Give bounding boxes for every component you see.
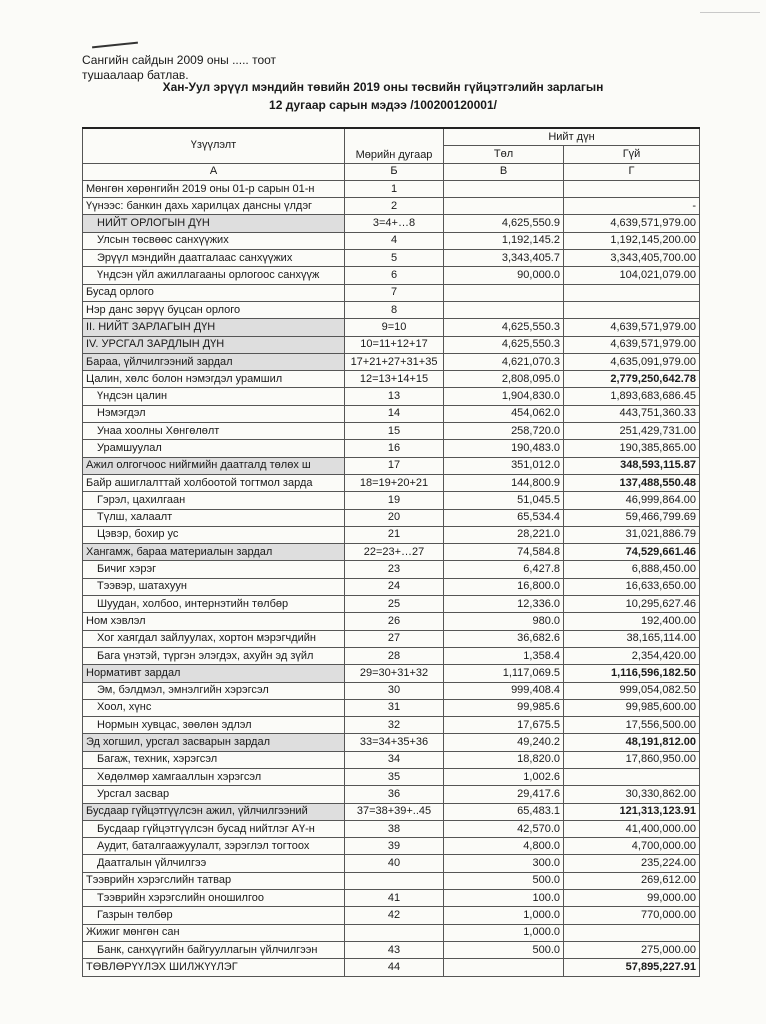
row-code: 41 xyxy=(345,890,444,907)
row-tol-value xyxy=(444,180,564,197)
row-guy-value: 4,639,571,979.00 xyxy=(564,215,700,232)
table-row xyxy=(83,734,700,751)
header-row-1 xyxy=(83,128,700,146)
row-code: 44 xyxy=(345,959,444,976)
row-label: Нормын хувцас, зөөлөн эдлэл xyxy=(83,717,345,734)
row-tol-value: 2,808,095.0 xyxy=(444,371,564,388)
table-row xyxy=(83,474,700,491)
report-subtitle: 12 дугаар сарын мэдээ /100200120001/ xyxy=(269,98,497,112)
row-guy-value: 348,593,115.87 xyxy=(564,457,700,474)
row-code: 22=23+…27 xyxy=(345,544,444,561)
row-code: 23 xyxy=(345,561,444,578)
row-guy-value: 10,295,627.46 xyxy=(564,596,700,613)
row-label: Хоол, хүнс xyxy=(83,699,345,716)
table-row xyxy=(83,526,700,543)
row-tol-value: 12,336.0 xyxy=(444,596,564,613)
row-tol-value: 28,221.0 xyxy=(444,526,564,543)
row-tol-value: 500.0 xyxy=(444,872,564,889)
table-row xyxy=(83,682,700,699)
row-tol-value: 999,408.4 xyxy=(444,682,564,699)
table-row xyxy=(83,250,700,267)
row-tol-value: 99,985.6 xyxy=(444,699,564,716)
table-row xyxy=(83,440,700,457)
col-header-guy: Гүй xyxy=(564,146,700,163)
row-code: 15 xyxy=(345,423,444,440)
table-row xyxy=(83,890,700,907)
row-guy-value: 4,639,571,979.00 xyxy=(564,319,700,336)
row-code xyxy=(345,872,444,889)
table-row xyxy=(83,544,700,561)
table-row xyxy=(83,457,700,474)
row-label: Мөнгөн хөрөнгийн 2019 оны 01-р сарын 01-н xyxy=(83,180,345,197)
row-code: 29=30+31+32 xyxy=(345,665,444,682)
row-tol-value: 18,820.0 xyxy=(444,751,564,768)
row-label: Бараа, үйлчилгээний зардал xyxy=(83,353,345,370)
table-row xyxy=(83,215,700,232)
row-code: 34 xyxy=(345,751,444,768)
table-row xyxy=(83,198,700,215)
row-label: Ном хэвлэл xyxy=(83,613,345,630)
row-tol-value: 4,621,070.3 xyxy=(444,353,564,370)
row-code: 24 xyxy=(345,578,444,595)
row-tol-value: 74,584.8 xyxy=(444,544,564,561)
table-row xyxy=(83,786,700,803)
table-row xyxy=(83,768,700,785)
row-code: 6 xyxy=(345,267,444,284)
row-guy-value: 190,385,865.00 xyxy=(564,440,700,457)
row-tol-value: 351,012.0 xyxy=(444,457,564,474)
letter-a: А xyxy=(83,163,345,180)
row-code: 26 xyxy=(345,613,444,630)
row-tol-value: 4,625,550.9 xyxy=(444,215,564,232)
row-code: 16 xyxy=(345,440,444,457)
row-label: Бусдаар гүйцэтгүүлсэн ажил, үйлчилгээний xyxy=(83,803,345,820)
table-row xyxy=(83,301,700,318)
row-label: Байр ашиглалттай холбоотой тогтмол зарда xyxy=(83,474,345,491)
row-guy-value: 4,639,571,979.00 xyxy=(564,336,700,353)
row-guy-value: 30,330,862.00 xyxy=(564,786,700,803)
signature-mark xyxy=(92,42,138,49)
row-guy-value: 192,400.00 xyxy=(564,613,700,630)
table-row xyxy=(83,647,700,664)
table-row xyxy=(83,561,700,578)
approval-note xyxy=(82,53,276,83)
row-tol-value xyxy=(444,284,564,301)
table-row xyxy=(83,267,700,284)
col-header-tol: Төл xyxy=(444,146,564,163)
row-tol-value: 4,625,550.3 xyxy=(444,319,564,336)
row-label: Эм, бэлдмэл, эмнэлгийн хэрэгсэл xyxy=(83,682,345,699)
table-row xyxy=(83,872,700,889)
row-code: 17+21+27+31+35 xyxy=(345,353,444,370)
col-header-indicator: Үзүүлэлт xyxy=(83,128,345,163)
table-row xyxy=(83,232,700,249)
row-guy-value: 1,893,683,686.45 xyxy=(564,388,700,405)
row-code: 37=38+39+..45 xyxy=(345,803,444,820)
row-label: Хангамж, бараа материалын зардал xyxy=(83,544,345,561)
row-label: ТӨВЛӨРҮҮЛЭХ ШИЛЖҮҮЛЭГ xyxy=(83,959,345,976)
row-code: 33=34+35+36 xyxy=(345,734,444,751)
row-label: IV. УРСГАЛ ЗАРДЛЫН ДҮН xyxy=(83,336,345,353)
table-row xyxy=(83,855,700,872)
table-row xyxy=(83,336,700,353)
table-row xyxy=(83,665,700,682)
row-code: 35 xyxy=(345,768,444,785)
row-tol-value xyxy=(444,301,564,318)
row-code: 19 xyxy=(345,492,444,509)
row-tol-value: 144,800.9 xyxy=(444,474,564,491)
row-label: Газрын төлбөр xyxy=(83,907,345,924)
row-label: Жижиг мөнгөн сан xyxy=(83,924,345,941)
row-code: 14 xyxy=(345,405,444,422)
row-tol-value: 49,240.2 xyxy=(444,734,564,751)
row-label: Үндсэн үйл ажиллагааны орлогоос санхүүж xyxy=(83,267,345,284)
row-guy-value: 770,000.00 xyxy=(564,907,700,924)
row-guy-value: 17,860,950.00 xyxy=(564,751,700,768)
row-tol-value: 1,002.6 xyxy=(444,768,564,785)
table-row xyxy=(83,578,700,595)
row-tol-value: 16,800.0 xyxy=(444,578,564,595)
row-guy-value: 41,400,000.00 xyxy=(564,820,700,837)
row-tol-value: 100.0 xyxy=(444,890,564,907)
row-label: Үндсэн цалин xyxy=(83,388,345,405)
table-row xyxy=(83,180,700,197)
table-row xyxy=(83,751,700,768)
row-guy-value xyxy=(564,924,700,941)
row-tol-value: 1,117,069.5 xyxy=(444,665,564,682)
row-guy-value: 2,779,250,642.78 xyxy=(564,371,700,388)
table-row xyxy=(83,924,700,941)
row-guy-value: 999,054,082.50 xyxy=(564,682,700,699)
table-row xyxy=(83,907,700,924)
row-tol-value: 190,483.0 xyxy=(444,440,564,457)
row-code: 12=13+14+15 xyxy=(345,371,444,388)
approval-line-2: тушаалаар батлав. xyxy=(82,68,189,82)
row-label: Тээврийн хэрэгслийн оношилгоо xyxy=(83,890,345,907)
table-row xyxy=(83,630,700,647)
row-guy-value: 48,191,812.00 xyxy=(564,734,700,751)
row-label: Бичиг хэрэг xyxy=(83,561,345,578)
row-label: Хөдөлмөр хамгааллын хэрэгсэл xyxy=(83,768,345,785)
row-code: 18=19+20+21 xyxy=(345,474,444,491)
table-row xyxy=(83,699,700,716)
row-code: 42 xyxy=(345,907,444,924)
row-code: 43 xyxy=(345,941,444,958)
row-code: 13 xyxy=(345,388,444,405)
row-tol-value: 65,483.1 xyxy=(444,803,564,820)
row-label: Аудит, баталгаажуулалт, зэрэглэл тогтоох xyxy=(83,838,345,855)
row-label: Унаа хоолны Хөнгөлөлт xyxy=(83,423,345,440)
row-label: Нэр данс зөрүү буцсан орлого xyxy=(83,301,345,318)
row-guy-value: 2,354,420.00 xyxy=(564,647,700,664)
row-label: Цалин, хөлс болон нэмэгдэл урамшил xyxy=(83,371,345,388)
row-guy-value: 74,529,661.46 xyxy=(564,544,700,561)
row-label: Эрүүл мэндийн даатгалаас санхүүжих xyxy=(83,250,345,267)
approval-line-1: Сангийн сайдын 2009 оны ..... тоот xyxy=(82,53,277,67)
table-row xyxy=(83,284,700,301)
scan-edge-line xyxy=(700,12,760,13)
row-code: 39 xyxy=(345,838,444,855)
row-tol-value xyxy=(444,198,564,215)
row-guy-value: 4,700,000.00 xyxy=(564,838,700,855)
row-label: Урамшуулал xyxy=(83,440,345,457)
row-guy-value: 3,343,405,700.00 xyxy=(564,250,700,267)
row-code: 17 xyxy=(345,457,444,474)
row-tol-value: 980.0 xyxy=(444,613,564,630)
row-code: 7 xyxy=(345,284,444,301)
row-tol-value: 1,000.0 xyxy=(444,924,564,941)
letter-row xyxy=(83,163,700,180)
row-tol-value: 1,358.4 xyxy=(444,647,564,664)
row-tol-value: 3,343,405.7 xyxy=(444,250,564,267)
table-row xyxy=(83,353,700,370)
row-tol-value: 6,427.8 xyxy=(444,561,564,578)
row-label: Бусад орлого xyxy=(83,284,345,301)
row-tol-value: 65,534.4 xyxy=(444,509,564,526)
row-label: Гэрэл, цахилгаан xyxy=(83,492,345,509)
row-code: 20 xyxy=(345,509,444,526)
row-tol-value xyxy=(444,959,564,976)
table-row xyxy=(83,509,700,526)
row-label: Тээврийн хэрэгслийн татвар xyxy=(83,872,345,889)
row-code: 10=11+12+17 xyxy=(345,336,444,353)
row-code: 8 xyxy=(345,301,444,318)
table-row xyxy=(83,717,700,734)
row-tol-value: 29,417.6 xyxy=(444,786,564,803)
row-guy-value: 4,635,091,979.00 xyxy=(564,353,700,370)
row-guy-value: 16,633,650.00 xyxy=(564,578,700,595)
row-guy-value xyxy=(564,284,700,301)
table-row xyxy=(83,613,700,630)
table-row xyxy=(83,803,700,820)
row-label: Тээвэр, шатахуун xyxy=(83,578,345,595)
table-row xyxy=(83,596,700,613)
row-code: 2 xyxy=(345,198,444,215)
row-code: 9=10 xyxy=(345,319,444,336)
row-guy-value xyxy=(564,180,700,197)
row-guy-value: 46,999,864.00 xyxy=(564,492,700,509)
row-label: Урсгал засвар xyxy=(83,786,345,803)
row-guy-value: 443,751,360.33 xyxy=(564,405,700,422)
row-guy-value: 104,021,079.00 xyxy=(564,267,700,284)
row-label: Хог хаягдал зайлуулах, хортон мэрэгчдийн xyxy=(83,630,345,647)
table-row xyxy=(83,388,700,405)
row-guy-value: 31,021,886.79 xyxy=(564,526,700,543)
row-code: 21 xyxy=(345,526,444,543)
row-tol-value: 42,570.0 xyxy=(444,820,564,837)
row-code: 4 xyxy=(345,232,444,249)
row-guy-value: 6,888,450.00 xyxy=(564,561,700,578)
col-header-row-no: Мөрийн дугаар xyxy=(345,128,444,163)
table-row xyxy=(83,405,700,422)
row-label: Үүнээс: банкин дахь харилцах дансны үлдэг xyxy=(83,198,345,215)
row-code: 3=4+…8 xyxy=(345,215,444,232)
table-row xyxy=(83,838,700,855)
row-tol-value: 51,045.5 xyxy=(444,492,564,509)
row-tol-value: 454,062.0 xyxy=(444,405,564,422)
row-tol-value: 300.0 xyxy=(444,855,564,872)
row-guy-value: 251,429,731.00 xyxy=(564,423,700,440)
row-code: 38 xyxy=(345,820,444,837)
row-code: 40 xyxy=(345,855,444,872)
row-guy-value xyxy=(564,301,700,318)
row-guy-value: 57,895,227.91 xyxy=(564,959,700,976)
row-label: Бусдаар гүйцэтгүүлсэн бусад нийтлэг АҮ-н xyxy=(83,820,345,837)
row-code xyxy=(345,924,444,941)
table-row xyxy=(83,371,700,388)
row-tol-value: 1,904,830.0 xyxy=(444,388,564,405)
row-code: 27 xyxy=(345,630,444,647)
row-code: 1 xyxy=(345,180,444,197)
row-tol-value: 1,192,145.2 xyxy=(444,232,564,249)
row-label: НИЙТ ОРЛОГЫН ДҮН xyxy=(83,215,345,232)
row-code: 32 xyxy=(345,717,444,734)
expense-table xyxy=(82,127,700,977)
row-guy-value: 59,466,799.69 xyxy=(564,509,700,526)
row-label: Түлш, халаалт xyxy=(83,509,345,526)
row-guy-value: 17,556,500.00 xyxy=(564,717,700,734)
row-guy-value: 121,313,123.91 xyxy=(564,803,700,820)
row-tol-value: 500.0 xyxy=(444,941,564,958)
row-label: II. НИЙТ ЗАРЛАГЫН ДҮН xyxy=(83,319,345,336)
row-label: Эд хогшил, урсгал засварын зардал xyxy=(83,734,345,751)
row-label: Банк, санхүүгийн байгууллагын үйлчилгээн xyxy=(83,941,345,958)
row-code: 30 xyxy=(345,682,444,699)
row-tol-value: 36,682.6 xyxy=(444,630,564,647)
row-guy-value: 38,165,114.00 xyxy=(564,630,700,647)
row-tol-value: 258,720.0 xyxy=(444,423,564,440)
row-guy-value: 235,224.00 xyxy=(564,855,700,872)
row-code: 28 xyxy=(345,647,444,664)
letter-v: В xyxy=(444,163,564,180)
row-label: Бага үнэтэй, түргэн элэгдэх, ахуйн эд зүйл xyxy=(83,647,345,664)
row-label: Нормативт зардал xyxy=(83,665,345,682)
row-label: Шуудан, холбоо, интернэтийн төлбөр xyxy=(83,596,345,613)
table-row xyxy=(83,492,700,509)
row-guy-value: 99,000.00 xyxy=(564,890,700,907)
row-label: Даатгалын үйлчилгээ xyxy=(83,855,345,872)
row-tol-value: 90,000.0 xyxy=(444,267,564,284)
letter-g: Г xyxy=(564,163,700,180)
row-code: 36 xyxy=(345,786,444,803)
row-code: 31 xyxy=(345,699,444,716)
table-row xyxy=(83,959,700,976)
row-tol-value: 1,000.0 xyxy=(444,907,564,924)
row-tol-value: 17,675.5 xyxy=(444,717,564,734)
row-tol-value: 4,625,550.3 xyxy=(444,336,564,353)
row-guy-value xyxy=(564,768,700,785)
table-row xyxy=(83,820,700,837)
row-label: Ажил олгогчоос нийгмийн даатгалд төлөх ш xyxy=(83,457,345,474)
row-label: Нэмэгдэл xyxy=(83,405,345,422)
row-tol-value: 4,800.0 xyxy=(444,838,564,855)
col-header-total: Нийт дүн xyxy=(444,128,700,146)
row-label: Улсын төсвөөс санхүүжих xyxy=(83,232,345,249)
row-guy-value: - xyxy=(564,198,700,215)
letter-b: Б xyxy=(345,163,444,180)
table-row xyxy=(83,941,700,958)
row-guy-value: 269,612.00 xyxy=(564,872,700,889)
report-title: Хан-Уул эрүүл мэндийн төвийн 2019 оны төсвийн гүйцэтгэлийн зарлагын xyxy=(162,80,604,94)
row-label: Багаж, техник, хэрэгсэл xyxy=(83,751,345,768)
row-guy-value: 1,192,145,200.00 xyxy=(564,232,700,249)
row-code: 5 xyxy=(345,250,444,267)
row-label: Цэвэр, бохир ус xyxy=(83,526,345,543)
row-guy-value: 1,116,596,182.50 xyxy=(564,665,700,682)
row-code: 25 xyxy=(345,596,444,613)
row-guy-value: 137,488,550.48 xyxy=(564,474,700,491)
table-row xyxy=(83,319,700,336)
row-guy-value: 275,000.00 xyxy=(564,941,700,958)
table-row xyxy=(83,423,700,440)
row-guy-value: 99,985,600.00 xyxy=(564,699,700,716)
